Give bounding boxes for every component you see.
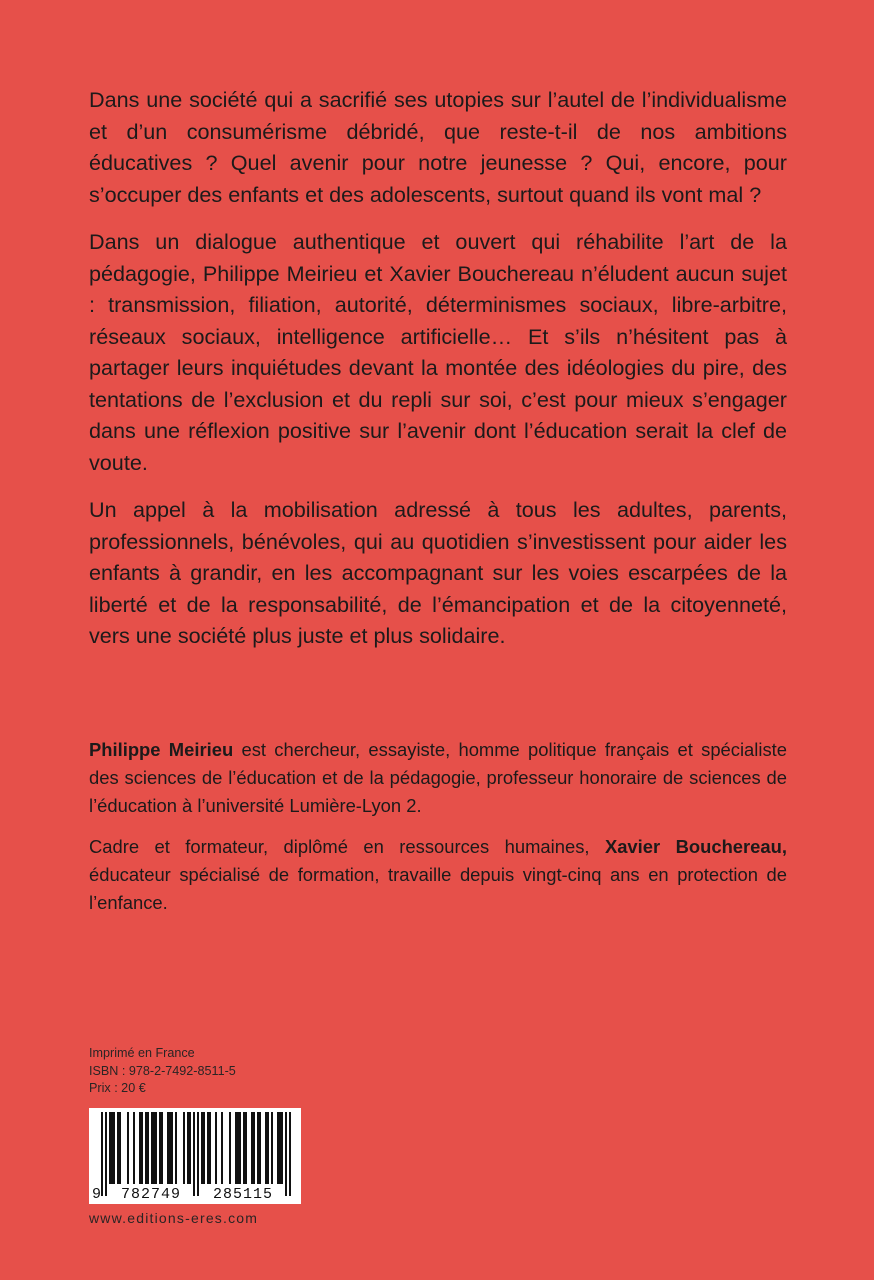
isbn: ISBN : 978-2-7492-8511-5 [89,1063,236,1078]
back-cover-blurb [89,84,787,668]
barcode-bar [221,1112,223,1184]
barcode-bar [257,1112,259,1184]
barcode-bar [147,1112,149,1184]
barcode-bar [281,1112,283,1184]
author-1-name: Philippe Meirieu [89,739,234,760]
barcode-bar [167,1112,169,1184]
barcode-bar [183,1112,185,1184]
barcode-bar [109,1112,111,1184]
printed-in: Imprimé en France [89,1046,195,1060]
barcode-bar [265,1112,267,1184]
barcode-bar [201,1112,203,1184]
barcode-graphic [89,1108,301,1204]
author-bios [89,736,787,930]
barcode-bar [119,1112,121,1184]
barcode-bar [259,1112,261,1184]
barcode-bar [277,1112,279,1184]
barcode-bar [235,1112,237,1184]
barcode-bar [285,1112,287,1196]
barcode-bar [267,1112,269,1184]
barcode-bar [151,1112,153,1184]
barcode-bar [189,1112,191,1184]
barcode-bar [113,1112,115,1184]
author-bio-2 [89,833,787,917]
barcode-bar [271,1112,273,1184]
barcode-bar [229,1112,231,1184]
barcode-bar [207,1112,209,1184]
author-2-bio: éducateur spécialisé de formation, travaille depuis vingt-cinq ans en protection de l’enfance. [89,864,787,913]
barcode-bar [133,1112,135,1184]
barcode [89,1108,301,1204]
barcode-bar [145,1112,147,1184]
barcode-left-digits: 782749 [120,1186,182,1203]
barcode-bar [153,1112,155,1184]
barcode-bar [289,1112,291,1196]
barcode-bar [155,1112,157,1184]
barcode-bar [117,1112,119,1184]
barcode-bar [279,1112,281,1184]
imprint-block [89,1045,236,1098]
blurb-paragraph-3: Un appel à la mobilisation adressé à tous les adultes, parents, professionnels, bénévoles, qui au quotidien s’investissent pour aider les enfants à grandir, en les accompagnant sur les voies escarpées de la liberté et de la responsabilité, de l’émancipation et de la citoyenneté, vers une société plus juste et plus solidaire. [89,497,787,648]
author-bio-1 [89,736,787,820]
barcode-bar [101,1112,103,1196]
barcode-bar [245,1112,247,1184]
barcode-bar [187,1112,189,1184]
barcode-bar [209,1112,211,1184]
price: Prix : 20 € [89,1081,146,1095]
blurb-paragraph-2: Dans un dialogue authentique et ouvert qui réhabilite l’art de la pédagogie, Philippe Meirieu et Xavier Bouchereau n’éludent aucun sujet : transmission, filiation, autorité, déterminismes sociaux, libre-arbitre, réseaux sociaux, intelligence artificielle… Et s’ils n’hésitent pas à partager leurs inquiétudes devant la montée des idéologies du pire, des tentations de l’exclusion et du repli sur soi, c’est pour mieux s’engager dans une réflexion positive sur l’avenir dont l’éducation serait la clef de voute. [89,229,787,475]
barcode-bar [193,1112,195,1196]
barcode-bar [239,1112,241,1184]
author-1-bio: est chercheur, essayiste, homme politique français et spécialiste des sciences de l’éducation et de la pédagogie, professeur honoraire de sciences de l’éducation à l’université Lumière-Lyon 2. [89,739,787,816]
barcode-bar [197,1112,199,1196]
barcode-right-digits: 285115 [212,1186,274,1203]
barcode-bar [171,1112,173,1184]
barcode-bar [161,1112,163,1184]
barcode-bar [111,1112,113,1184]
barcode-bar [215,1112,217,1184]
barcode-bar [169,1112,171,1184]
barcode-bars [101,1112,291,1196]
author-2-name: Xavier Bouchereau, [604,836,787,857]
publisher-website: www.editions-eres.com [89,1210,259,1226]
barcode-first-digit: 9 [92,1186,102,1203]
barcode-bar [251,1112,253,1184]
barcode-bar [253,1112,255,1184]
barcode-bar [175,1112,177,1184]
barcode-bar [203,1112,205,1184]
barcode-bar [105,1112,107,1196]
barcode-bar [159,1112,161,1184]
barcode-bar [237,1112,239,1184]
barcode-bar [243,1112,245,1184]
author-2-intro: Cadre et formateur, diplômé en ressources humaines, [89,836,605,857]
barcode-bar [139,1112,141,1184]
blurb-paragraph-1: Dans une société qui a sacrifié ses utopies sur l’autel de l’individualisme et d’un consumérisme débridé, que reste-t-il de nos ambitions éducatives ? Quel avenir pour notre jeunesse ? Qui, encore, pour s’occuper des enfants et des adolescents, surtout quand ils vont mal ? [89,87,787,207]
barcode-bar [127,1112,129,1184]
barcode-bar [141,1112,143,1184]
